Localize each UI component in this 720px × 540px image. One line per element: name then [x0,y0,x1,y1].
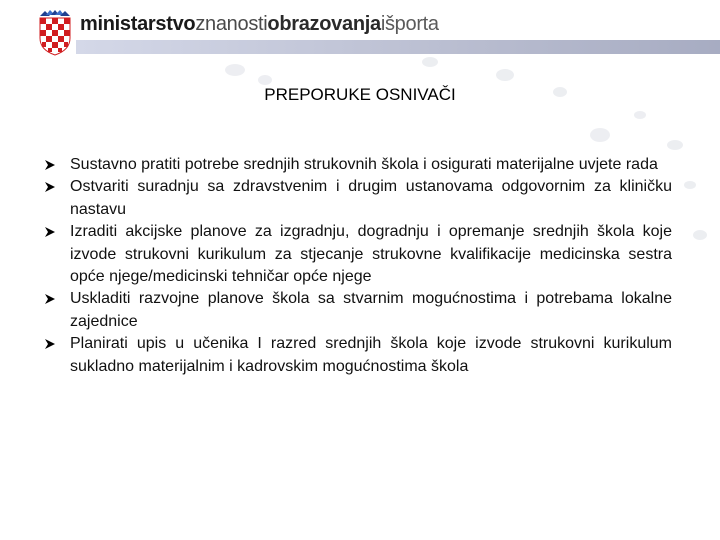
ministry-word-3: obrazovanja [267,13,381,35]
list-item-text: Planirati upis u učenika I razred srednjih škola koje izvode strukovni kurikulum sukladno materijalnim i kadrovskim mogućnostima škola [70,335,672,375]
arrowhead-bullet-icon [44,159,56,171]
ministry-word-4a: iš [380,13,395,35]
ministry-word-1: ministarstvo [80,13,196,35]
list-item-text: Izraditi akcijske planove za izgradnju, dogradnju i opremanje srednjih škola koje izvode strukovni kurikulum za stjecanje strukovne kvalifikacije medicinska sestra opće njege/medicinski tehničar opće njege [70,223,672,286]
arrowhead-bullet-icon [44,338,56,350]
list-item [44,288,672,333]
list-item-text: Ostvariti suradnju sa zdravstvenim i drugim ustanovama odgovornim za kliničku nastavu [70,178,672,218]
croatian-coat-of-arms-icon [38,10,72,56]
list-item-text: Sustavno pratiti potrebe srednjih strukovnih škola i osigurati materijalne uvjete rada [70,156,658,173]
ministry-name [80,12,439,36]
header-bar [76,40,720,54]
list-item [44,221,672,288]
arrowhead-bullet-icon [44,226,56,238]
list-item [44,333,672,378]
ministry-word-4b: porta [394,13,439,35]
header [0,0,720,64]
slide-title: PREPORUKE OSNIVAČI [264,85,456,104]
arrowhead-bullet-icon [44,293,56,305]
arrowhead-bullet-icon [44,181,56,193]
recommendation-list [44,154,672,378]
list-item-text: Uskladiti razvojne planove škola sa stvarnim mogućnostima i potrebama lokalne zajednice [70,290,672,330]
list-item [44,176,672,221]
ministry-word-2: znanosti [195,13,268,35]
list-item [44,154,672,176]
